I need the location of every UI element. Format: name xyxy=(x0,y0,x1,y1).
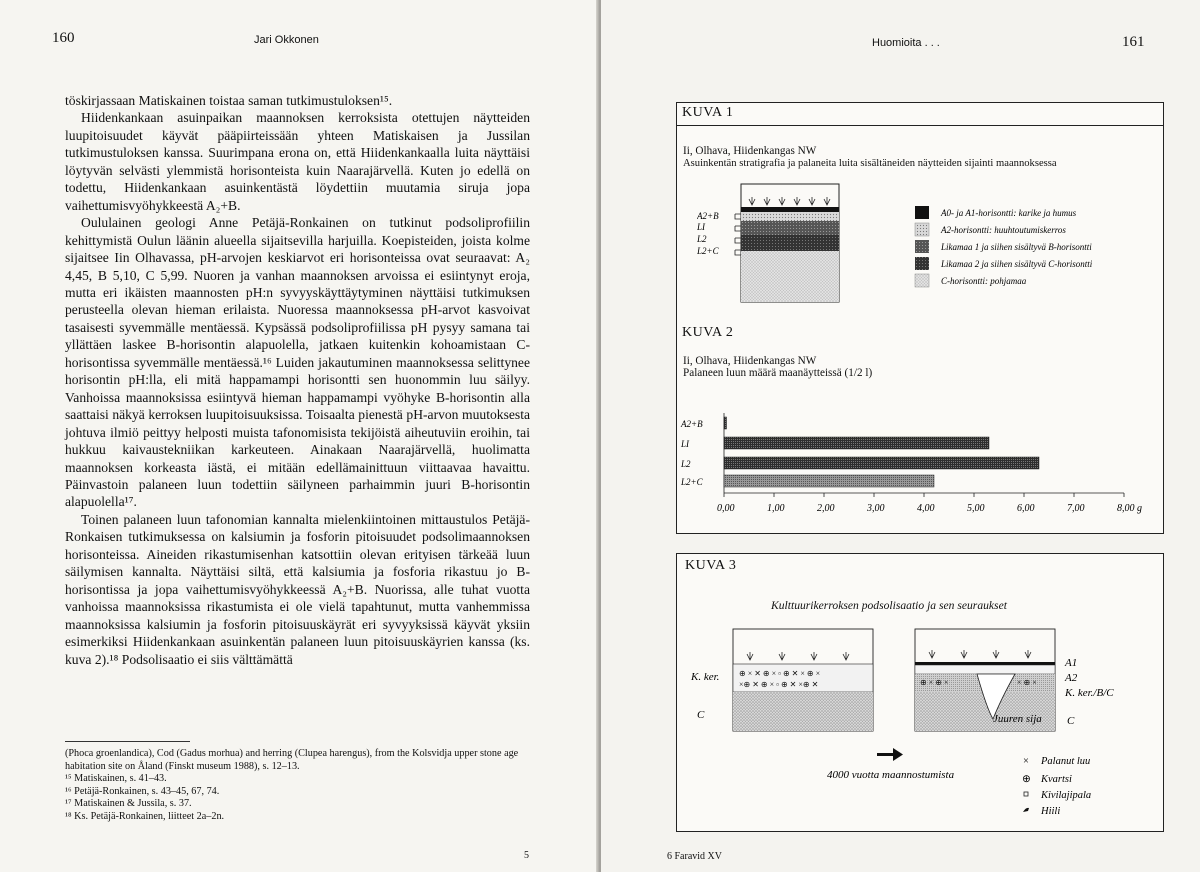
footnote: ¹⁵ Matiskainen, s. 41–43. xyxy=(65,773,167,785)
footnote: ¹⁸ Ks. Petäjä-Ronkainen, liitteet 2a–2n. xyxy=(65,810,225,822)
paragraph: Hiidenkankaan asuinpaikan maannoksen kerroksista otettujen näytteiden luupitoisuudet käyvät pääpiirteissään yhteen Matiskaisen ja Jussilan tutkimustuloksen kanssa. Suurimpana erona on, että Hiidenkankaalla luita näyttäisi löytyvän selvästi ylemmistä horisonteista kuin Naarajärvellä. Kuten jo edellä on todettu, Hiidenkankaan asuinkentästä löydettiin muutamia siruja jopa vaihettumisvyöhykkeestä A₂+B. xyxy=(65,110,530,213)
l2-layer xyxy=(741,235,839,251)
signature-mark-right: 6 Faravid XV xyxy=(667,851,722,862)
kuva2-title: KUVA 2 xyxy=(682,325,734,340)
legend-item: Kvartsi xyxy=(1041,774,1072,785)
layer-label: K. ker./B/C xyxy=(1065,687,1114,699)
svg-text:⊕ × ✕ ⊕ × ▫ ⊕ ✕ × ⊕ ×: ⊕ × ✕ ⊕ × ▫ ⊕ ✕ × ⊕ × xyxy=(739,669,821,678)
category-label: LI xyxy=(681,439,690,449)
rock-fragment-icon xyxy=(1024,792,1028,796)
kuva2-bar-chart xyxy=(677,403,1163,528)
a2-layer xyxy=(741,212,839,221)
layer-label: K. ker. xyxy=(691,671,720,683)
figure-box-1-2 xyxy=(676,102,1164,534)
burnt-bone-icon: × xyxy=(1023,756,1029,767)
legend-item: C-horisontti: pohjamaa xyxy=(941,276,1027,286)
x-tick-label: 2,00 xyxy=(817,503,835,514)
layer-label: C xyxy=(697,709,705,721)
svg-text:⊕ × ⊕ ×: ⊕ × ⊕ × xyxy=(920,678,949,687)
kuva1-title-rule xyxy=(677,125,1163,126)
page-number-left: 160 xyxy=(52,30,75,46)
a0-a1-layer xyxy=(741,207,839,212)
legend-item: Hiili xyxy=(1041,806,1061,817)
bar xyxy=(724,417,727,429)
profile-before xyxy=(733,629,873,731)
sample-label: LI xyxy=(697,222,706,232)
kuva1-title: KUVA 1 xyxy=(682,105,734,120)
paragraph: töskirjassaan Matiskainen toistaa saman tutkimustuloksen¹⁵. xyxy=(65,93,393,108)
right-page xyxy=(601,0,1200,872)
kuva1-legend xyxy=(913,203,1153,295)
footnote: (Phoca groenlandica), Cod (Gadus morhua) and herring (Clupea harengus), from the Kolsvidja upper stone age habitation site on Åland (Finskt museum 1988), s. 12–13. xyxy=(65,748,519,772)
layer-label: A2 xyxy=(1065,672,1078,684)
legend-item: A2-horisontti: huuhtoutumiskerros xyxy=(941,225,1066,235)
legend-item: Likamaa 2 ja siihen sisältyvä C-horisontti xyxy=(941,259,1093,269)
time-label: 4000 vuotta maannostumista xyxy=(827,769,955,781)
bar xyxy=(724,437,989,449)
sample-label: A2+B xyxy=(697,211,719,221)
layer-label: C xyxy=(1067,715,1075,727)
kuva3-title: KUVA 3 xyxy=(685,558,737,573)
sample-label: L2 xyxy=(697,234,707,244)
kuva2-caption: Palaneen luun määrä maanäytteissä (1/2 l) xyxy=(683,367,873,379)
signature-mark: 5 xyxy=(524,850,529,861)
running-head-left: Jari Okkonen xyxy=(254,34,319,46)
legend-item: Likamaa 1 ja siihen sisältyvä B-horisontti xyxy=(941,242,1092,252)
kuva1-location: Ii, Olhava, Hiidenkangas NW xyxy=(683,145,817,157)
left-page xyxy=(0,0,598,872)
charcoal-icon xyxy=(1023,808,1029,812)
x-tick-label: 7,00 xyxy=(1067,503,1085,514)
legend-item: Palanut luu xyxy=(1041,756,1091,767)
category-label: L2+C xyxy=(681,477,703,487)
body-text xyxy=(65,92,530,668)
x-tick-label: 4,00 xyxy=(917,503,935,514)
arrow-right-icon xyxy=(877,748,903,761)
layer-label: A1 xyxy=(1065,657,1078,669)
bar xyxy=(724,457,1039,469)
footnote-rule xyxy=(65,741,190,742)
root-label: Juuren sija xyxy=(993,713,1042,725)
kuva3-caption: Kulttuurikerroksen podsolisaatio ja sen seuraukset xyxy=(771,599,1007,612)
svg-text:× ⊕ ×: × ⊕ × xyxy=(1017,678,1037,687)
legend-item: A0- ja A1-horisontti: karike ja humus xyxy=(941,208,1077,218)
x-tick-label: 1,00 xyxy=(767,503,785,514)
footnotes xyxy=(65,748,530,824)
category-label: A2+B xyxy=(681,419,703,429)
l1-layer xyxy=(741,221,839,235)
paragraph: Oululainen geologi Anne Petäjä-Ronkainen on tutkinut podsoliprofiilin kehittymistä Oulun läänin alueella sijaitsevilla harjuilla. Koepisteiden, joista kolme sijaitsee Iin Olhavassa, pH-arvojen keskiarvot eri horisonteissa ovat seuraavat: A₂ 4,45, B 5,10, C 5,99. Nuoren ja vanhan maannoksen arvoissa ei esiintynyt eroja, mutta eri ikäisten maannosten pH:n syvyyskäyttäytyminen näyttäisi tutkimuksen perusteella olevan hieman erilaista. Nuoressa maannoksessa pH-arvot kasvoivat tasaisesti syvemmälle mentäessä. Kypsässä podsoliprofiilissa pH pysyy samana tai yllättäen laskee B-horisontin alapuolella, jatkaen kuitenkin kohoamistaan C-horisontissa syvemmälle mentäessä.¹⁶ Luiden jakautuminen maannoksessa selittynee horisontin pH:lla, eli mitä happamampi horisontti sen huonommin luu säilyy. Vanhoissa maannoksissa esiintyvä hieman happamampi vyöhyke B-horisontin alla saattaisi näkyä kerroksen luupitoisuuksissa. Toisaalta pienestä pH-arvon muutoksesta johtuva ilmiö peittyy helposti muista tafonomisista tekijöistä aiheutuviin eroihin, tai hukkuu kaivaustekniikan karkeuteen. Ainakaan Naarajärvellä, huolimatta maannoksen korkeasta iästä, ei mitään edellämainittuun viittaavaa havaittu. Päinvastoin palaneen luun todettiin säilyneen parhaimmin juuri B-horisontin alapuolella¹⁷. xyxy=(65,215,530,510)
x-tick-label: 5,00 xyxy=(967,503,985,514)
bar xyxy=(724,475,934,487)
stratigraphy-diagram xyxy=(697,183,847,303)
footnote: ¹⁶ Petäjä-Ronkainen, s. 43–45, 67, 74. xyxy=(65,785,220,797)
paragraph: Toinen palaneen luun tafonomian kannalta mielenkiintoinen mittaustulos Petäjä-Ronkaisen tutkimuksessa on kalsiumin ja fosforin pitoisuudet podsolimaannoksen horisonteissa. Aineiden rikastumisenhan katsottiin olevan erityisen tärkeää luun säilymisen kannalta. Näyttäisi siltä, että kalsiumia ja fosforia rikastuu jo B-horisontissa ja jopa vaihettumisvyöhykkeessä A₂+B. Nuorissa, alle tuhat vuotta vanhoissa maannoksissa rikastumista ei ole vielä tapahtunut, mutta vanhemmissa maannoksissa kalsiumin ja fosforin pitoisuuskäyrät eri syvyyksissä käyvät yksiin esimerkiksi Hiidenkankaan asuinkentän palaneen luun pitoisuuskäyrien kanssa (ks. kuva 2).¹⁸ Podsolisaatio ei siis välttämättä xyxy=(65,511,530,667)
quartz-icon: ⊕ xyxy=(1022,774,1031,785)
page-number-right: 161 xyxy=(1122,34,1145,50)
svg-text:×⊕ ✕ ⊕ × ▫ ⊕ ✕ ×⊕ ✕: ×⊕ ✕ ⊕ × ▫ ⊕ ✕ ×⊕ ✕ xyxy=(739,680,819,689)
x-tick-label: 3,00 xyxy=(867,503,885,514)
kuva3-legend xyxy=(1022,756,1091,817)
x-tick-label: 8,00 g xyxy=(1117,503,1142,514)
kuva1-caption: Asuinkentän stratigrafia ja palaneita luita sisältäneiden näytteiden sijainti maannoksessa xyxy=(683,158,1057,169)
x-tick-label: 6,00 xyxy=(1017,503,1035,514)
category-label: L2 xyxy=(681,459,691,469)
figure-box-3 xyxy=(676,553,1164,832)
podsolization-diagram xyxy=(677,614,1163,824)
footnote: ¹⁷ Matiskainen & Jussila, s. 37. xyxy=(65,798,192,810)
sample-label: L2+C xyxy=(697,246,719,256)
kuva2-location: Ii, Olhava, Hiidenkangas NW xyxy=(683,355,817,367)
c-layer xyxy=(741,251,839,302)
legend-item: Kivilajipala xyxy=(1041,790,1092,801)
x-tick-label: 0,00 xyxy=(717,503,735,514)
running-head-right: Huomioita . . . xyxy=(872,37,940,49)
